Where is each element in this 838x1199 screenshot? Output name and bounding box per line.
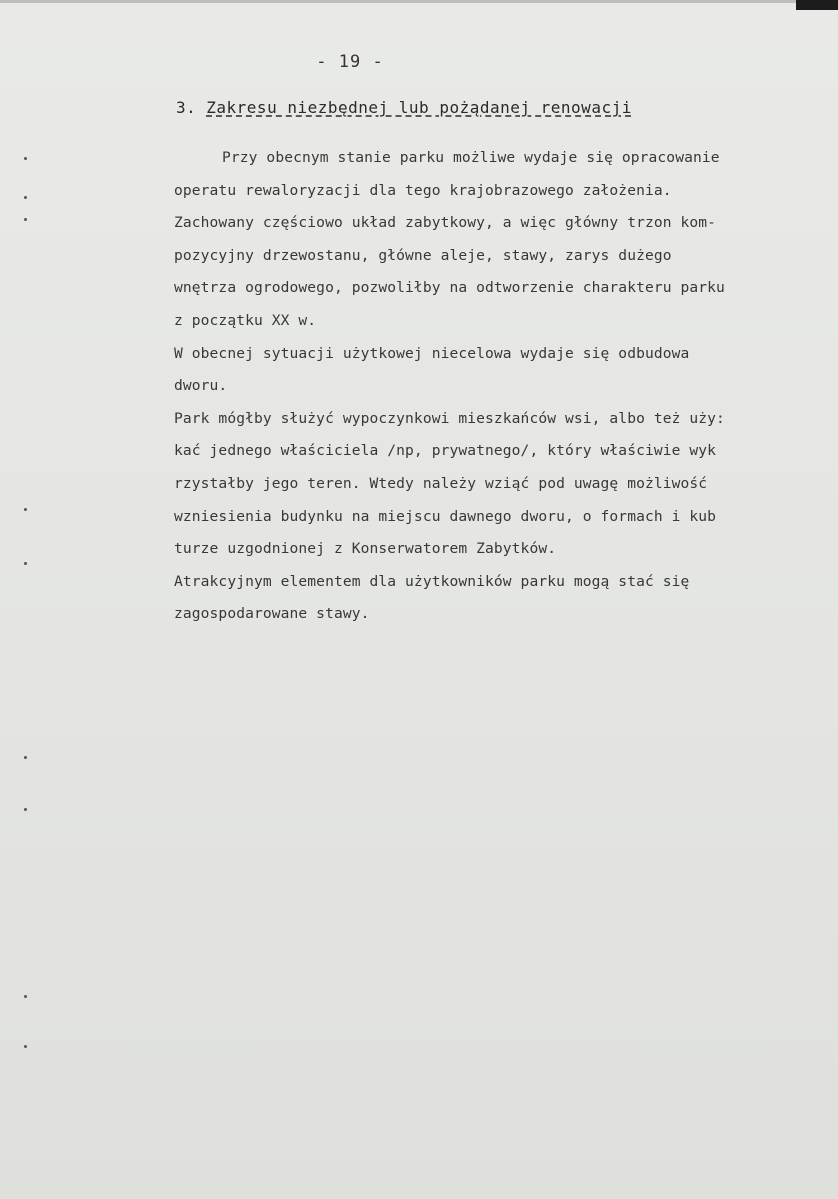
margin-speck — [24, 157, 27, 160]
corner-mark — [796, 0, 838, 10]
text-line: wzniesienia budynku na miejscu dawnego dworu, o formach i kub — [174, 507, 717, 525]
body-text — [174, 142, 814, 631]
text-line: Przy obecnym stanie parku możliwe wydaje się opracowanie — [222, 149, 720, 166]
margin-speck — [24, 756, 27, 759]
text-line: operatu rewaloryzacji dla tego krajobrazowego założenia. — [174, 181, 672, 199]
text-line: Zachowany częściowo układ zabytkowy, a więc główny trzon kom- — [174, 214, 717, 232]
margin-speck — [24, 808, 27, 811]
text-line: wnętrza ogrodowego, pozwoliłby na odtworzenie charakteru parku — [174, 279, 725, 297]
margin-speck — [24, 562, 27, 565]
text-line: z początku XX w. — [174, 311, 317, 329]
page-top-edge — [0, 0, 838, 3]
section-title: Zakresu niezbędnej lub pożądanej renowacji — [206, 98, 632, 117]
text-line: W obecnej sytuacji użytkowej niecelowa wydaje się odbudowa — [174, 344, 690, 362]
text-line: Park mógłby służyć wypoczynkowi mieszkańców wsi, albo też uży: — [174, 409, 725, 427]
text-line: kać jednego właściciela /np, prywatnego/, który właściwie wyk — [174, 442, 717, 460]
text-line: rzystałby jego teren. Wtedy należy wziąć pod uwagę możliwość — [174, 474, 708, 492]
margin-speck — [24, 196, 27, 199]
text-line: turze uzgodnionej z Konserwatorem Zabytków. — [174, 540, 557, 558]
margin-speck — [24, 218, 27, 221]
text-line: Atrakcyjnym elementem dla użytkowników parku mogą stać się — [174, 572, 690, 590]
margin-speck — [24, 1045, 27, 1048]
section-number: 3. — [176, 98, 197, 117]
text-line: dworu. — [174, 377, 228, 395]
margin-speck — [24, 508, 27, 511]
text-line: zagospodarowane stawy. — [174, 605, 370, 623]
margin-speck — [24, 995, 27, 998]
page-number: - 19 - — [316, 52, 384, 72]
section-heading — [176, 98, 632, 117]
text-line: pozycyjny drzewostanu, główne aleje, stawy, zarys dużego — [174, 246, 672, 264]
